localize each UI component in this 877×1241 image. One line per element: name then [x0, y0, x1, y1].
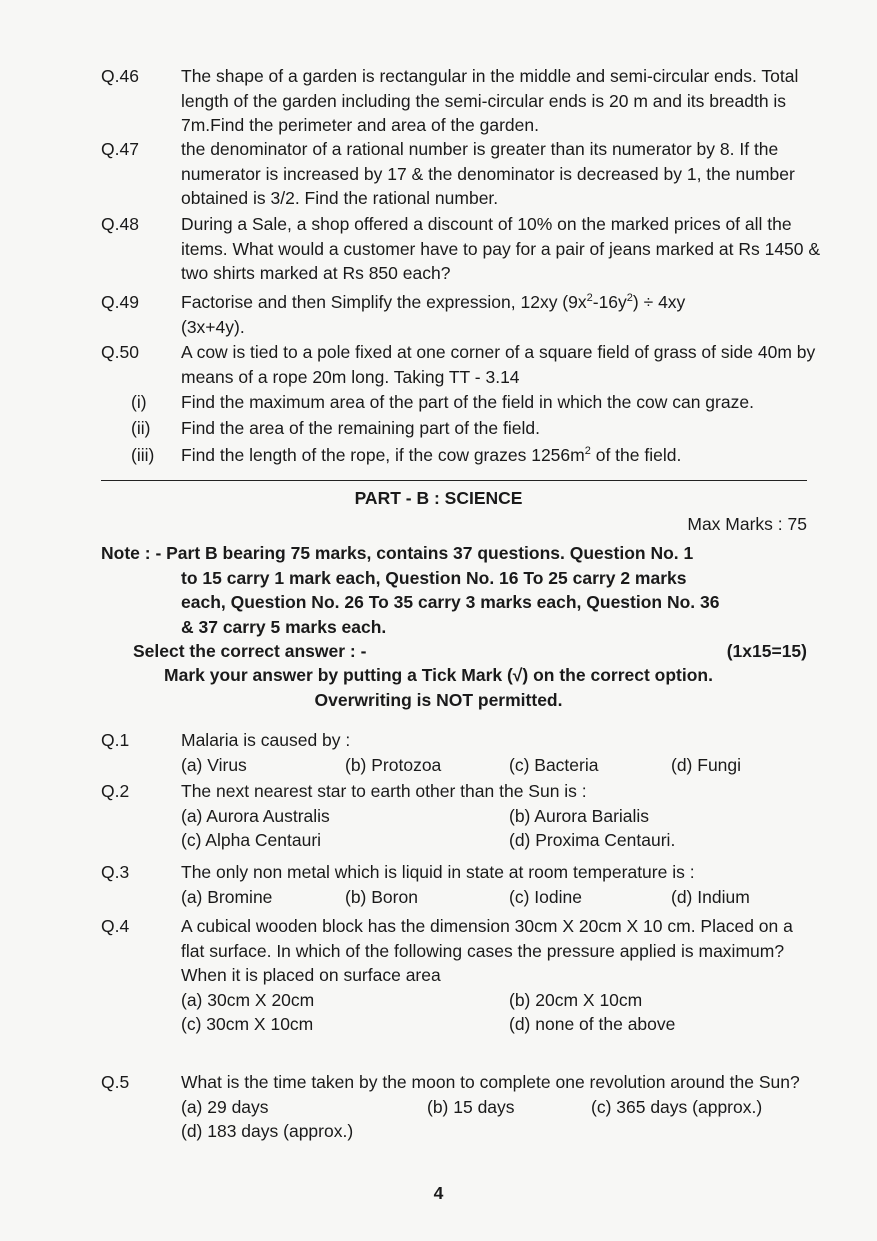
question-number: Q.1	[101, 730, 130, 750]
question-number: Q.46	[101, 66, 139, 86]
science-question-1	[101, 728, 821, 777]
sub-question-iii: (iii) Find the length of the rope, if the cow grazes $1256m^2$ of the field.	[131, 445, 682, 465]
option-d[interactable]: (d) none of the above	[509, 1014, 676, 1034]
options	[181, 1012, 821, 1037]
option-c[interactable]: (c) 365 days (approx.)	[591, 1096, 763, 1117]
question-number: Q.47	[101, 139, 139, 159]
options	[181, 1095, 821, 1120]
option-c[interactable]: (c) Iodine	[509, 886, 582, 907]
options	[181, 828, 821, 853]
option-c[interactable]: (c) Bacteria	[509, 754, 599, 775]
question-number: Q.5	[101, 1072, 130, 1092]
option-d[interactable]: (d) Fungi	[671, 754, 742, 775]
question-text: the denominator of a rational number is greater than its numerator by 8. If the numerator is increased by 17 & the denominator is decreased by 1, the number obtained is 3/2. Find the rational number.	[181, 139, 795, 208]
option-a[interactable]: (a) Virus	[181, 754, 247, 775]
select-heading: Select the correct answer : -	[133, 641, 367, 661]
question-lead: When it is placed on surface area	[181, 965, 441, 985]
option-b[interactable]: (b) 20cm X 10cm	[509, 989, 643, 1010]
sub-question-ii: (ii) Find the area of the remaining part of the field.	[131, 418, 540, 438]
section-divider	[101, 480, 807, 481]
options	[181, 753, 821, 778]
options	[181, 1119, 821, 1144]
instruction-line-2: Overwriting is NOT permitted.	[314, 690, 563, 710]
question-text: The next nearest star to earth other than the Sun is :	[181, 781, 587, 801]
option-b[interactable]: (b) 15 days	[427, 1096, 515, 1117]
question-number: Q.49	[101, 292, 139, 312]
question-text: A cubical wooden block has the dimension 30cm X 20cm X 10 cm. Placed on a flat surface. In which of the following cases the pressure applied is maximum?	[181, 916, 793, 961]
options	[181, 804, 821, 829]
options	[181, 988, 821, 1013]
question-49	[101, 290, 821, 339]
science-question-4	[101, 914, 821, 1037]
question-number: Q.48	[101, 214, 139, 234]
question-text: Factorise and then Simplify the expression, 12xy $(9x^2-16y^2) \div 4xy$ (3x+4y).	[181, 292, 686, 337]
option-a[interactable]: (a) 30cm X 20cm	[181, 989, 315, 1010]
section-title: PART - B : SCIENCE	[354, 488, 523, 508]
option-b[interactable]: (b) Protozoa	[345, 754, 442, 775]
science-question-2	[101, 779, 821, 853]
question-46	[101, 64, 821, 138]
question-number: Q.2	[101, 781, 130, 801]
question-50	[101, 340, 821, 389]
question-text: A cow is tied to a pole fixed at one corner of a square field of grass of side 40m by means of a rope 20m long. Taking TT - 3.14	[181, 342, 816, 387]
science-question-3	[101, 860, 821, 909]
option-d[interactable]: (d) Proxima Centauri.	[509, 830, 676, 850]
option-b[interactable]: (b) Boron	[345, 886, 418, 907]
instruction-line-1: Mark your answer by putting a Tick Mark (√) on the correct option.	[164, 665, 713, 685]
option-a[interactable]: (a) Bromine	[181, 886, 273, 907]
option-d[interactable]: (d) Indium	[671, 886, 750, 907]
question-number: Q.50	[101, 342, 139, 362]
option-a[interactable]: (a) Aurora Australis	[181, 805, 330, 826]
science-question-5	[101, 1070, 821, 1144]
question-number: Q.3	[101, 862, 130, 882]
note: Note : - Part B bearing 75 marks, contains 37 questions. Question No. 1 to 15 carry 1 mark each, Question No. 16 To 25 carry 2 marks each, Question No. 26 To 35 carry 3 marks each, Question No. 36 & 37 carry 5 marks each.	[101, 543, 720, 637]
option-c[interactable]: (c) Alpha Centauri	[181, 830, 322, 850]
option-d[interactable]: (d) 183 days (approx.)	[181, 1121, 354, 1141]
question-47	[101, 137, 821, 211]
question-number: Q.4	[101, 916, 130, 936]
question-text: The shape of a garden is rectangular in the middle and semi-circular ends. Total length of the garden including the semi-circular ends is 20 m and its breadth is 7m.Find the perimeter and area of the garden.	[181, 66, 799, 135]
options	[181, 885, 821, 910]
option-c[interactable]: (c) 30cm X 10cm	[181, 1014, 314, 1034]
question-48	[101, 212, 821, 286]
marks-calc: (1x15=15)	[726, 641, 807, 661]
max-marks: Max Marks : 75	[687, 514, 807, 534]
question-text: Malaria is caused by :	[181, 730, 351, 750]
question-text: During a Sale, a shop offered a discount of 10% on the marked prices of all the items. What would a customer have to pay for a pair of jeans marked at Rs 1450 & two shirts marked at Rs 850 each?	[181, 214, 821, 283]
option-a[interactable]: (a) 29 days	[181, 1096, 269, 1117]
sub-question-i: (i) Find the maximum area of the part of the field in which the cow can graze.	[131, 392, 754, 412]
question-text: What is the time taken by the moon to complete one revolution around the Sun?	[181, 1072, 800, 1092]
option-b[interactable]: (b) Aurora Barialis	[509, 805, 650, 826]
question-text: The only non metal which is liquid in state at room temperature is :	[181, 862, 695, 882]
page-number: 4	[433, 1183, 444, 1203]
